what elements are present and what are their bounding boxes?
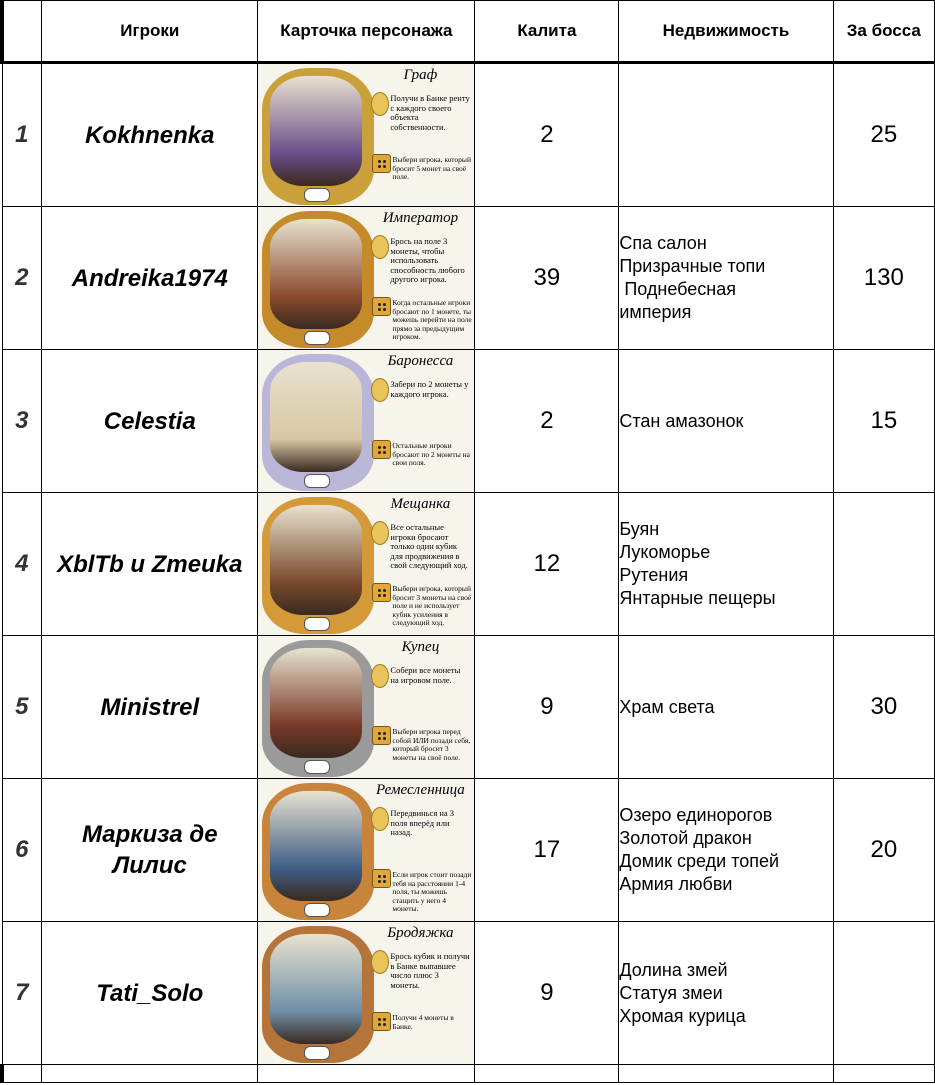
card-dice-text: Получи 4 монеты в Банке.	[392, 1013, 454, 1031]
boss-value: 25	[833, 63, 934, 207]
header-players: Игроки	[42, 1, 258, 63]
realty-list: Буян Лукоморье Рутения Янтарные пещеры	[619, 493, 833, 636]
row-number: 5	[2, 636, 42, 779]
card-badge-icon	[304, 903, 330, 917]
header-realty: Недвижимость	[619, 1, 833, 63]
card-dice-text: Выбери игрока, который бросит 5 монет на своё поле.	[392, 155, 471, 181]
character-card	[258, 207, 475, 350]
empty-row	[2, 1065, 935, 1083]
boss-value: 30	[833, 636, 934, 779]
die-icon	[372, 726, 391, 745]
character-card	[258, 350, 475, 493]
realty-list	[619, 63, 833, 207]
card-title: Баронесса	[387, 353, 454, 369]
card-title: Мещанка	[390, 496, 451, 512]
realty-list: Долина змей Статуя змеи Хромая курица	[619, 922, 833, 1065]
card-portrait-image	[270, 362, 362, 472]
card-title: Купец	[401, 639, 440, 655]
die-icon	[372, 869, 391, 888]
player-name: Ministrel	[42, 636, 258, 779]
row-number: 7	[2, 922, 42, 1065]
header-card: Карточка персонажа	[258, 1, 475, 63]
kalita-value: 9	[475, 922, 619, 1065]
player-name: XblTb и Zmeuka	[42, 493, 258, 636]
card-dice-text: Выбери игрока перед собой ИЛИ позади себя, который бросит 3 монеты на своё поле.	[392, 727, 471, 762]
header-kalita: Калита	[475, 1, 619, 63]
card-title: Император	[382, 210, 459, 226]
card-title: Бродяжка	[387, 925, 454, 941]
realty-list: Озеро единорогов Золотой дракон Домик среди топей Армия любви	[619, 779, 833, 922]
card-dice-text: Остальные игроки бросают по 2 монеты на свои поля.	[392, 441, 470, 467]
header-row	[2, 1, 935, 63]
card-dice-text: Если игрок стоит позади тебя на расстоянии 1-4 поля, ты можешь стащить у него 4 монеты.	[392, 870, 472, 913]
die-icon	[372, 1012, 391, 1031]
header-num	[2, 1, 42, 63]
card-ability-text: Собери все монеты на игровом поле.	[390, 665, 461, 685]
player-name: Kokhnenka	[42, 63, 258, 207]
character-card	[258, 63, 475, 207]
kalita-value: 17	[475, 779, 619, 922]
card-ability-text: Все остальные игроки бросают только один кубик для продвижения в свой следующий ход.	[390, 522, 468, 570]
coin-icon	[371, 521, 389, 545]
card-portrait-image	[270, 219, 362, 329]
table-row	[2, 63, 935, 207]
card-ability-text: Брось кубик и получи в Банке выпавшее число плюс 3 монеты.	[390, 951, 470, 990]
boss-value: 130	[833, 207, 934, 350]
card-badge-icon	[304, 760, 330, 774]
card-portrait-image	[270, 648, 362, 758]
card-portrait-image	[270, 505, 362, 615]
die-icon	[372, 154, 391, 173]
player-name: Andreika1974	[42, 207, 258, 350]
table-row	[2, 779, 935, 922]
row-number: 3	[2, 350, 42, 493]
character-card	[258, 779, 475, 922]
boss-value	[833, 493, 934, 636]
card-dice-text: Выбери игрока, который бросит 3 монеты на своё поле и не использует кубик усиления в следующий ход.	[392, 584, 472, 627]
coin-icon	[371, 807, 389, 831]
row-number: 4	[2, 493, 42, 636]
boss-value: 15	[833, 350, 934, 493]
table-row	[2, 636, 935, 779]
row-number: 2	[2, 207, 42, 350]
coin-icon	[371, 92, 389, 116]
card-ability-text: Получи в Банке ренту с каждого своего объекта собственности.	[390, 93, 470, 132]
realty-list: Спа салон Призрачные топи Поднебесная империя	[619, 207, 833, 350]
player-name: Tati_Solo	[42, 922, 258, 1065]
table-row	[2, 922, 935, 1065]
card-portrait-image	[270, 934, 362, 1044]
card-dice-text: Когда остальные игроки бросают по 1 монете, ты можешь перейти на поле прямо за предыдущим игроком.	[392, 298, 472, 341]
coin-icon	[371, 235, 389, 259]
kalita-value: 12	[475, 493, 619, 636]
card-title: Ремесленница	[376, 782, 465, 798]
die-icon	[372, 440, 391, 459]
kalita-value: 2	[475, 350, 619, 493]
coin-icon	[371, 664, 389, 688]
die-icon	[372, 297, 391, 316]
card-portrait-image	[270, 76, 362, 186]
table-row	[2, 493, 935, 636]
row-number: 6	[2, 779, 42, 922]
card-badge-icon	[304, 188, 330, 202]
character-card	[258, 636, 475, 779]
character-card	[258, 922, 475, 1065]
kalita-value: 39	[475, 207, 619, 350]
boss-value	[833, 922, 934, 1065]
card-ability-text: Забери по 2 монеты у каждого игрока.	[390, 379, 469, 399]
card-badge-icon	[304, 331, 330, 345]
boss-value: 20	[833, 779, 934, 922]
card-ability-text: Передвинься на 3 поля вперёд или назад.	[390, 808, 455, 837]
card-badge-icon	[304, 1046, 330, 1060]
realty-list: Стан амазонок	[619, 350, 833, 493]
kalita-value: 2	[475, 63, 619, 207]
coin-icon	[371, 950, 389, 974]
table-row	[2, 207, 935, 350]
table-row	[2, 350, 935, 493]
card-badge-icon	[304, 474, 330, 488]
player-name: Маркиза де Лилис	[42, 779, 258, 922]
row-number: 1	[2, 63, 42, 207]
player-name: Celestia	[42, 350, 258, 493]
card-title: Граф	[403, 67, 438, 83]
realty-list: Храм света	[619, 636, 833, 779]
kalita-value: 9	[475, 636, 619, 779]
card-ability-text: Брось на поле 3 монеты, чтобы использовать способность любого другого игрока.	[390, 236, 465, 284]
card-portrait-image	[270, 791, 362, 901]
card-badge-icon	[304, 617, 330, 631]
header-boss: За босса	[833, 1, 934, 63]
coin-icon	[371, 378, 389, 402]
character-card	[258, 493, 475, 636]
die-icon	[372, 583, 391, 602]
